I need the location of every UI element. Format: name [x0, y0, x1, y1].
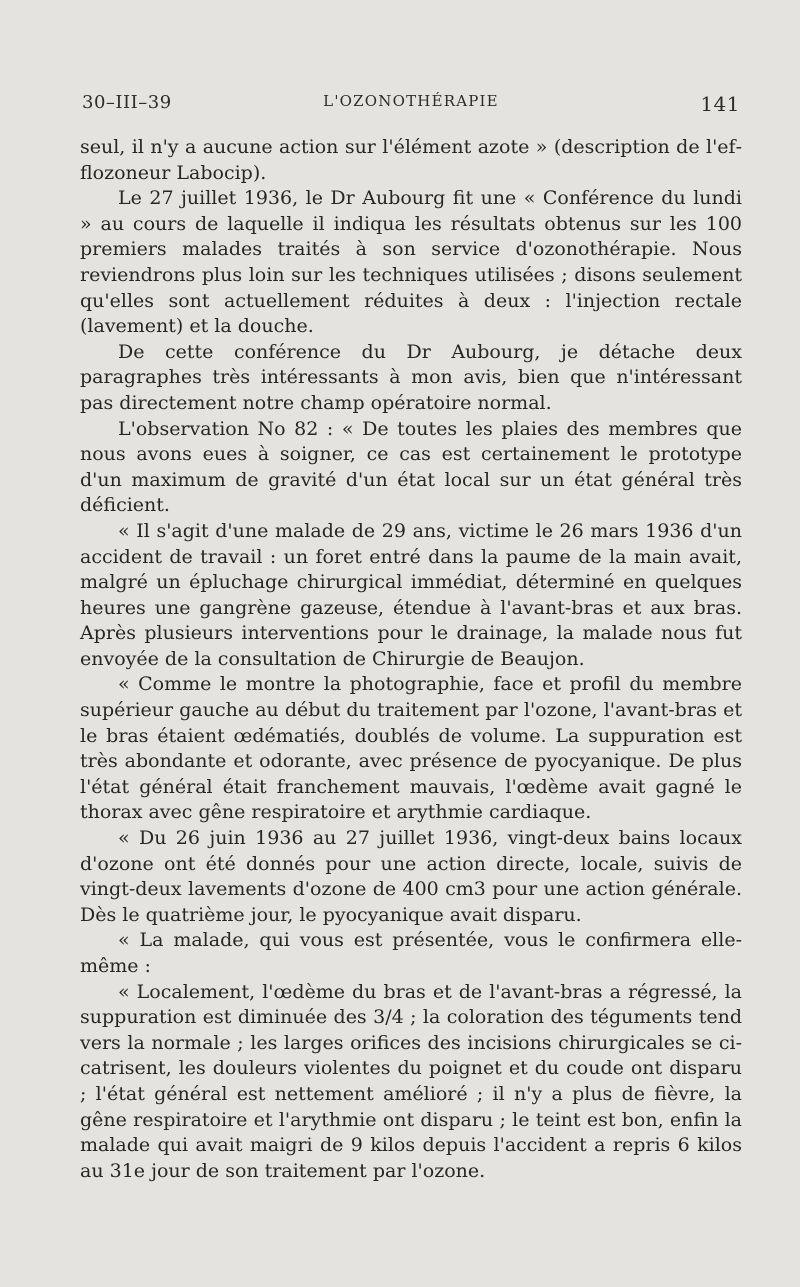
paragraph: « Du 26 juin 1936 au 27 juillet 1936, vingt-deux bains locaux d'ozone ont été donnés pour une action directe, locale, suivis de vingt-deux lavements d'ozone de 400 cm3 pour une action générale. Dès le quatrième jour, le pyocyanique avait disparu. — [80, 827, 742, 926]
header-date: 30–III–39 — [82, 92, 172, 113]
paragraph: « Il s'agit d'une malade de 29 ans, victime le 26 mars 1936 d'un accident de travail : un foret entré dans la paume de la main avait, malgré un épluchage chirurgical immédiat, déterminé en quelques heures une gangrène gazeuse, étendue à l'avant-bras et aux bras. Après plusieurs interventions pour le drainage, la malade nous fut envoyée de la consultation de Chirurgie de Beaujon. — [80, 519, 742, 670]
paragraph: « Comme le montre la photographie, face et profil du membre supérieur gauche au début du traitement par l'ozone, l'avant-bras et le bras étaient œdématiés, doublés de volume. La suppuration est très abondante et odorante, avec présence de pyocyanique. De plus l'état général était franchement mauvais, l'œdème avait gagné le thorax avec gêne respiratoire et arythmie cardiaque. — [80, 673, 742, 824]
running-header — [82, 92, 740, 118]
body-text — [80, 135, 742, 1184]
paragraph: seul, il n'y a aucune action sur l'élément azote » (description de l'efflozoneur Labocip). — [80, 136, 742, 184]
paragraph: Le 27 juillet 1936, le Dr Aubourg fit une « Conférence du lundi » au cours de laquelle il indiqua les résultats obtenus sur les 100 premiers malades traités à son service d'ozonothérapie. Nous reviendrons plus loin sur les techniques utilisées ; disons seulement qu'elles sont actuellement réduites à deux : l'injection rectale (lavement) et la douche. — [80, 187, 742, 338]
paragraph: « Localement, l'œdème du bras et de l'avant-bras a régressé, la suppuration est diminuée des 3/4 ; la coloration des téguments tend vers la normale ; les larges orifices des incisions chirurgicales se cicatrisent, les douleurs violentes du poignet et du coude ont disparu ; l'état général est nettement amélioré ; il n'y a plus de fièvre, la gêne respiratoire et l'arythmie ont disparu ; le teint est bon, enfin la malade qui avait maigri de 9 kilos depuis l'accident a repris 6 kilos au 31e jour de son traitement par l'ozone. — [80, 980, 742, 1182]
header-title: L'OZONOTHÉRAPIE — [323, 92, 499, 110]
paragraph: « La malade, qui vous est présentée, vous le confirmera elle-même : — [80, 929, 742, 977]
paragraph: L'observation No 82 : « De toutes les plaies des membres que nous avons eues à soigner, ce cas est certainement le prototype d'un maximum de gravité d'un état local sur un état général très déficient. — [80, 417, 742, 517]
paragraph: De cette conférence du Dr Aubourg, je détache deux paragraphes très intéressants à mon avis, bien que n'intéressant pas directement notre champ opératoire normal. — [80, 340, 742, 414]
page-number: 141 — [700, 92, 740, 116]
